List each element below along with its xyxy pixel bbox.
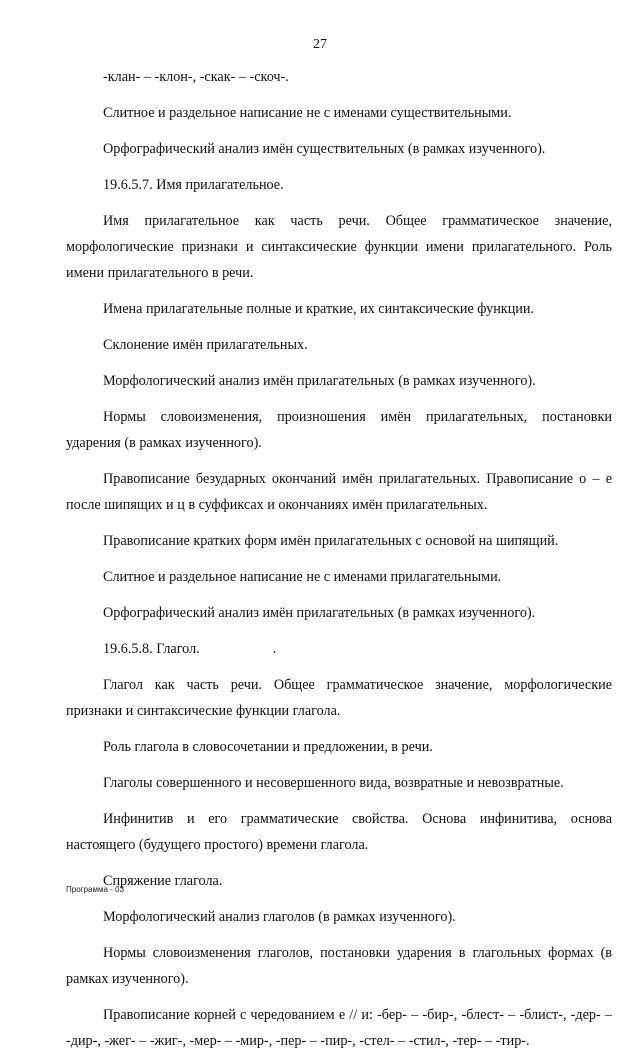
paragraph-2: Слитное и раздельное написание не с именами существительными. bbox=[103, 105, 512, 121]
paragraph-7: Склонение имён прилагательных. bbox=[103, 337, 308, 353]
paragraph-3: Орфографический анализ имён существительных (в рамках изученного). bbox=[103, 141, 546, 157]
paragraph-13: Орфографический анализ имён прилагательных (в рамках изученного). bbox=[103, 605, 536, 621]
paragraph-9: Нормы словоизменения, произношения имён прилагательных, постановки ударения (в рамках изученного). bbox=[66, 409, 612, 451]
paragraph-5: Имя прилагательное как часть речи. Общее грамматическое значение, морфологические признаки и синтаксические функции имени прилагательного. Роль имени прилагательного в речи. bbox=[66, 213, 612, 281]
section-heading-verb-text: 19.6.5.8. Глагол. bbox=[103, 641, 200, 657]
footer-program-label: Программа - 03 bbox=[66, 885, 124, 894]
paragraph-10: Правописание безударных окончаний имён прилагательных. Правописание о – е после шипящих и ц в суффиксах и окончаниях имён прилагательных. bbox=[66, 471, 612, 513]
paragraph-12: Слитное и раздельное написание не с именами прилагательными. bbox=[103, 569, 502, 585]
paragraph-18: Инфинитив и его грамматические свойства. Основа инфинитива, основа настоящего (будущего простого) времени глагола. bbox=[66, 811, 612, 853]
section-heading-verb bbox=[66, 636, 612, 662]
paragraph-19: Спряжение глагола. bbox=[103, 873, 223, 889]
paragraph-21: Нормы словоизменения глаголов, постановки ударения в глагольных формах (в рамках изученного). bbox=[66, 945, 612, 987]
paragraph-22: Правописание корней с чередованием е // и: -бер- – -бир-, -блест- – -блист-, -дер- – -дир-, -жег- – -жиг-, -мер- – -мир-, -пер- – -пир-, -стел- – -стил-, -тер- – -тир-. bbox=[66, 1007, 612, 1049]
page-number: 27 bbox=[313, 37, 327, 52]
section-heading-adjective: 19.6.5.7. Имя прилагательное. bbox=[103, 177, 284, 193]
paragraph-15: Глагол как часть речи. Общее грамматическое значение, морфологические признаки и синтаксические функции глагола. bbox=[66, 677, 612, 719]
stray-mark: . bbox=[272, 641, 277, 657]
paragraph-6: Имена прилагательные полные и краткие, их синтаксические функции. bbox=[103, 301, 535, 317]
paragraph-20: Морфологический анализ глаголов (в рамках изученного). bbox=[103, 909, 456, 925]
paragraph-11: Правописание кратких форм имён прилагательных с основой на шипящий. bbox=[103, 533, 559, 549]
document-body bbox=[66, 64, 612, 1064]
paragraph-8: Морфологический анализ имён прилагательных (в рамках изученного). bbox=[103, 373, 536, 389]
paragraph-1: -клан- – -клон-, -скак- – -скоч-. bbox=[103, 69, 289, 85]
paragraph-16: Роль глагола в словосочетании и предложении, в речи. bbox=[103, 739, 433, 755]
paragraph-17: Глаголы совершенного и несовершенного вида, возвратные и невозвратные. bbox=[103, 775, 564, 791]
